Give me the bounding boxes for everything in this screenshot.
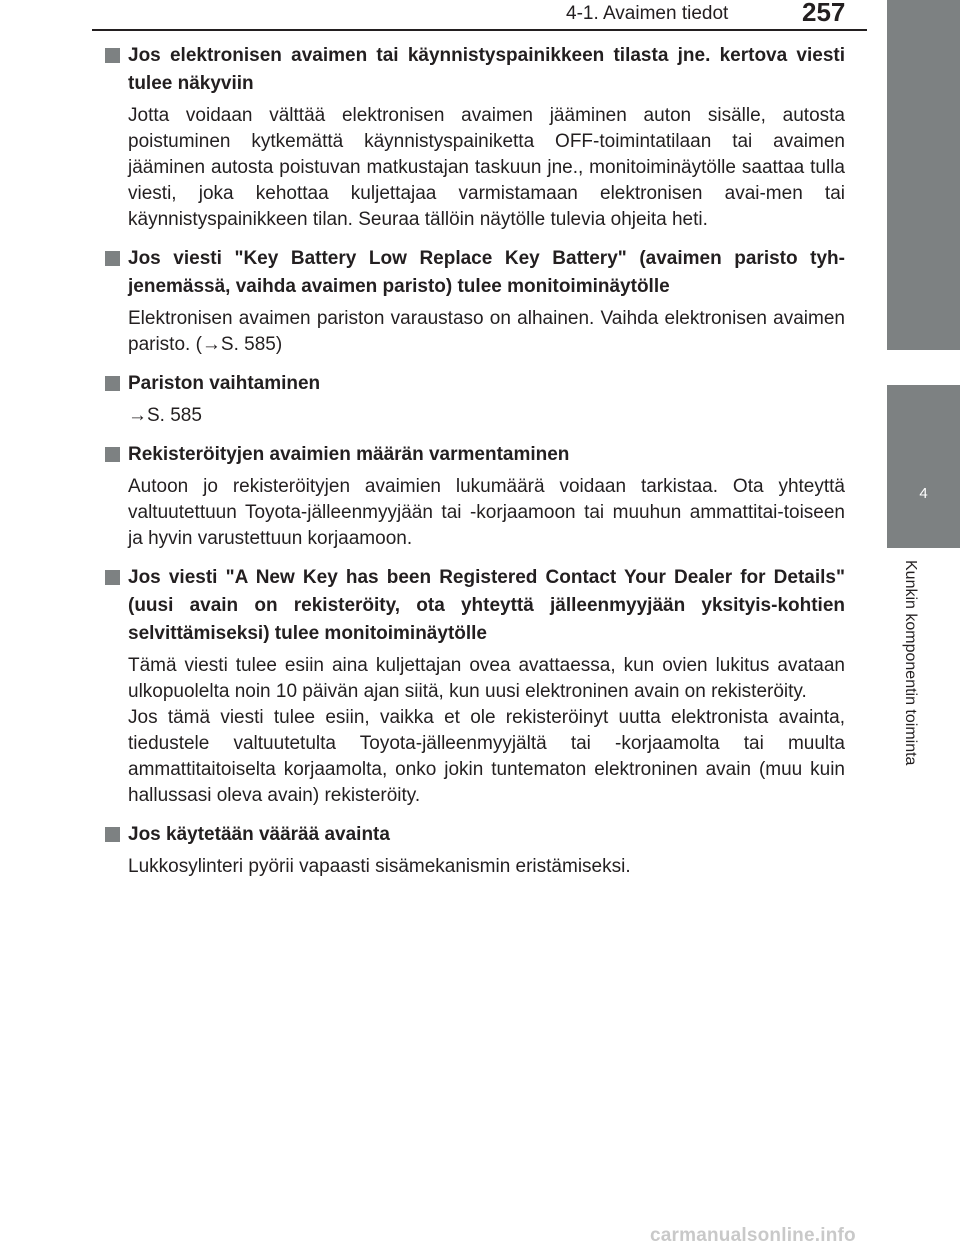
section-key-battery-low (105, 245, 845, 358)
side-tab-block (887, 0, 960, 350)
square-bullet-icon (105, 376, 120, 391)
heading-text: Jos viesti "Key Battery Low Replace Key Battery" (avaimen paristo tyh-jenemässä, vaihda avaimen paristo) tulee monitoiminäytölle (128, 248, 845, 297)
section-battery-replacement (105, 370, 845, 429)
section-heading (105, 564, 845, 648)
page-reference: →S. 585 (128, 405, 202, 426)
chapter-label: Kunkin komponentin toiminta (902, 560, 919, 766)
square-bullet-icon (105, 827, 120, 842)
section-paragraph: Elektronisen avaimen pariston varaustaso on alhainen. Vaihda elektronisen avaimen paristo. (→S. 585) (128, 308, 845, 355)
section-heading (105, 441, 845, 469)
watermark-text: carmanualsonline.info (650, 1225, 856, 1246)
section-new-key-registered (105, 564, 845, 809)
page-content (105, 42, 845, 892)
chapter-number: 4 (919, 485, 928, 502)
section-paragraph: Tämä viesti tulee esiin aina kuljettajan ovea avattaessa, kun ovien lukitus avataan ulkopuolelta noin 10 päivän ajan siitä, kun uusi elektroninen avain on rekisteröity. (128, 655, 845, 702)
section-heading (105, 821, 845, 849)
section-wrong-key (105, 821, 845, 880)
page-number: 257 (802, 0, 846, 27)
heading-text: Jos käytetään väärää avainta (128, 824, 390, 845)
section-registered-keys (105, 441, 845, 552)
section-heading (105, 245, 845, 301)
section-heading (105, 370, 845, 398)
section-paragraph: Autoon jo rekisteröityjen avaimien lukumäärä voidaan tarkistaa. Ota yhteyttä valtuutettuun Toyota-jälleenmyyjään tai -korjaamoon tai muuhun ammattitai-toiseen ja hyvin varustettuun korjaamoon. (128, 476, 845, 549)
section-paragraph: Lukkosylinteri pyörii vapaasti sisämekanismin eristämiseksi. (128, 856, 631, 877)
square-bullet-icon (105, 570, 120, 585)
section-message-display (105, 42, 845, 233)
chapter-tab (887, 385, 960, 548)
section-paragraph: Jos tämä viesti tulee esiin, vaikka et ole rekisteröinyt uutta elektronista avainta, tiedustele valtuutetulta Toyota-jälleenmyyjältä tai -korjaamolta tai muulta ammattitaitoiselta korjaamolta, onko jokin tuntematon elektroninen avain (muu kuin hallussasi oleva avain) rekisteröity. (128, 707, 845, 806)
heading-text: Pariston vaihtaminen (128, 373, 321, 394)
heading-text: Rekisteröityjen avaimien määrän varmentaminen (128, 444, 570, 465)
square-bullet-icon (105, 251, 120, 266)
running-header: 4-1. Avaimen tiedot (566, 3, 729, 24)
header-rule (92, 29, 867, 31)
section-paragraph: Jotta voidaan välttää elektronisen avaimen jääminen auton sisälle, autosta poistuminen kytkemättä käynnistyspainiketta OFF-toimintatilaan tai avaimen jääminen autosta poistuvan matkustajan taskuun jne., monitoiminäytölle saattaa tulla viesti, joka kehottaa kuljettajaa varmistamaan elektronisen avai-men tai käynnistyspainikkeen tilan. Seuraa tällöin näytölle tulevia ohjeita heti. (128, 105, 845, 230)
heading-text: Jos elektronisen avaimen tai käynnistyspainikkeen tilasta jne. kertova viesti tulee näkyviin (128, 45, 845, 94)
square-bullet-icon (105, 447, 120, 462)
section-heading (105, 42, 845, 98)
heading-text: Jos viesti "A New Key has been Registered Contact Your Dealer for Details" (uusi avain on rekisteröity, ota yhteyttä jälleenmyyjään yksityis-kohtien selvittämiseksi) tulee monitoiminäytölle (128, 567, 845, 644)
square-bullet-icon (105, 48, 120, 63)
